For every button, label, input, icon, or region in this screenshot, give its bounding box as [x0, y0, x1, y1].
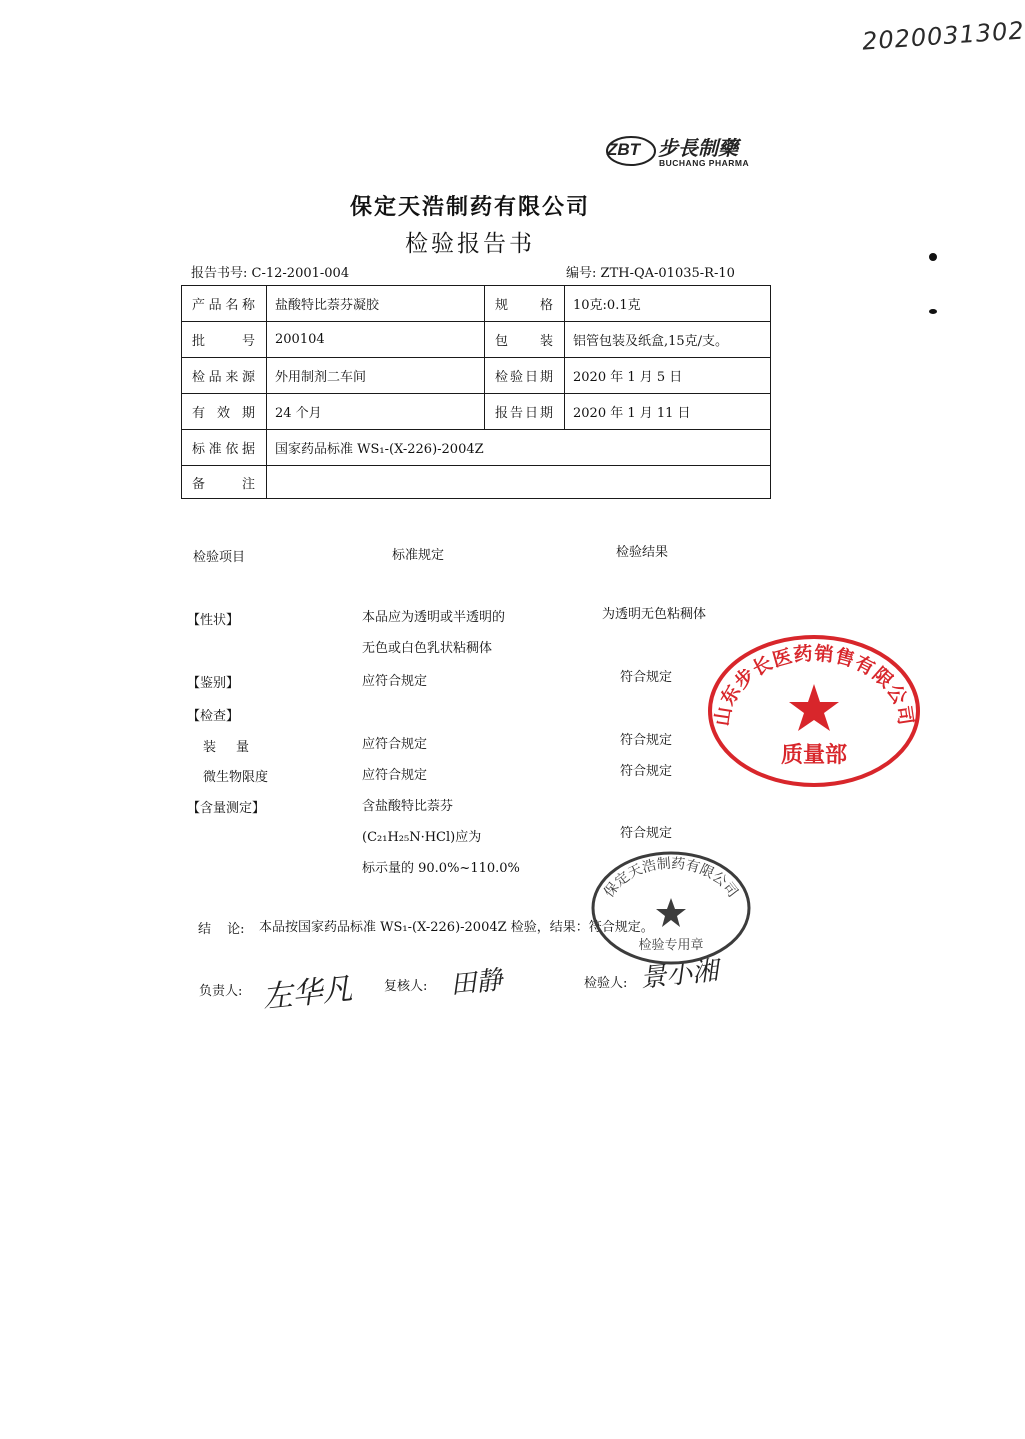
results-header-result: 检验结果 [616, 545, 669, 560]
identification-standard: 应符合规定 [362, 674, 428, 689]
batch-value: 200104 [267, 322, 485, 358]
table-row [182, 394, 771, 430]
buchang-logo [603, 132, 763, 174]
source-value: 外用制剂二车间 [267, 358, 485, 394]
logo-name-en: BUCHANG PHARMA [659, 158, 750, 168]
batch-label: 批号 [182, 322, 267, 358]
product-name-value: 盐酸特比萘芬凝胶 [267, 286, 485, 322]
scan-mark [929, 309, 937, 314]
identification-result: 符合规定 [620, 670, 673, 685]
microbial-item: 微生物限度 [203, 770, 269, 785]
responsible-signature: 左华凡 [260, 971, 354, 1016]
table-row [182, 466, 771, 499]
logo-name-cn: 步長制藥 [658, 136, 738, 160]
star-icon [656, 898, 686, 927]
character-result: 为透明无色粘稠体 [602, 607, 707, 622]
character-standard-line2: 无色或白色乳状粘稠体 [362, 641, 493, 656]
reviewer-label: 复核人: [384, 979, 428, 994]
scan-mark [929, 253, 937, 261]
test-date-label: 检验日期 [485, 358, 565, 394]
package-label: 包装 [485, 322, 565, 358]
report-number-label: 报告书号: [191, 266, 248, 281]
star-icon [789, 684, 839, 731]
grey-stamp-center-text: 检验专用章 [638, 938, 704, 953]
product-name-label: 产品名称 [182, 286, 267, 322]
svg-text:保定天浩制药有限公司 [601, 856, 740, 901]
responsible-label: 负责人: [199, 984, 243, 999]
conclusion-label: 结 论: [198, 922, 245, 937]
inspection-seal-stamp [588, 848, 754, 968]
filling-item: 装量 [203, 740, 270, 755]
report-date-value: 2020 年 1 月 11 日 [565, 394, 771, 430]
form-number-label: 编号: [566, 266, 597, 281]
validity-label: 有效期 [182, 394, 267, 430]
quality-department-stamp [705, 632, 923, 790]
validity-value: 24 个月 [267, 394, 485, 430]
table-row [182, 322, 771, 358]
package-value: 铝管包装及纸盒,15克/支。 [565, 322, 771, 358]
product-info-table [181, 285, 771, 499]
remarks-value [267, 466, 771, 499]
inspector-label: 检验人: [584, 976, 628, 991]
results-header-standard: 标准规定 [392, 548, 445, 563]
filling-standard: 应符合规定 [362, 737, 428, 752]
assay-item: 【含量测定】 [187, 801, 266, 816]
microbial-standard: 应符合规定 [362, 768, 428, 783]
reviewer-signature: 田静 [448, 965, 504, 1001]
report-date-label: 报告日期 [485, 394, 565, 430]
report-title: 检验报告书 [405, 231, 535, 257]
assay-result: 符合规定 [620, 826, 673, 841]
inspection-item: 【检查】 [187, 709, 240, 724]
conclusion-text: 本品按国家药品标准 WS₁-(X-226)-2004Z 检验，结果：符合规定。 [259, 920, 654, 935]
table-row [182, 358, 771, 394]
table-row [182, 430, 771, 466]
standard-value: 国家药品标准 WS₁-(X-226)-2004Z [267, 430, 771, 466]
character-item: 【性状】 [187, 613, 240, 628]
assay-standard-line1: 含盐酸特比萘芬 [362, 799, 454, 814]
red-stamp-ring-text: 山东步长医药销售有限公司 [711, 642, 917, 728]
filling-result: 符合规定 [620, 733, 673, 748]
document-code-handwritten: 2020031302 [861, 16, 1025, 56]
spec-label: 规格 [485, 286, 565, 322]
source-label: 检品来源 [182, 358, 267, 394]
company-name: 保定天浩制药有限公司 [349, 195, 590, 220]
results-header-item: 检验项目 [193, 550, 246, 565]
logo-mark-text: ZBT [607, 140, 641, 159]
report-number [191, 262, 349, 281]
assay-standard-line2: (C₂₁H₂₅N·HCl)应为 [362, 830, 482, 845]
assay-standard-line3: 标示量的 90.0%~110.0% [362, 861, 520, 876]
test-date-value: 2020 年 1 月 5 日 [565, 358, 771, 394]
form-number-value: ZTH-QA-01035-R-10 [600, 266, 735, 281]
remarks-label: 备注 [182, 466, 267, 499]
microbial-result: 符合规定 [620, 764, 673, 779]
spec-value: 10克:0.1克 [565, 286, 771, 322]
standard-label: 标准依据 [182, 430, 267, 466]
table-row [182, 286, 771, 322]
report-number-value: C-12-2001-004 [251, 266, 350, 281]
form-number [566, 262, 735, 281]
character-standard-line1: 本品应为透明或半透明的 [362, 610, 506, 625]
inspector-signature: 景小湘 [638, 955, 720, 994]
red-stamp-center-text: 质量部 [780, 743, 848, 768]
grey-stamp-ring-text: 保定天浩制药有限公司 [601, 855, 741, 901]
identification-item: 【鉴别】 [187, 676, 240, 691]
